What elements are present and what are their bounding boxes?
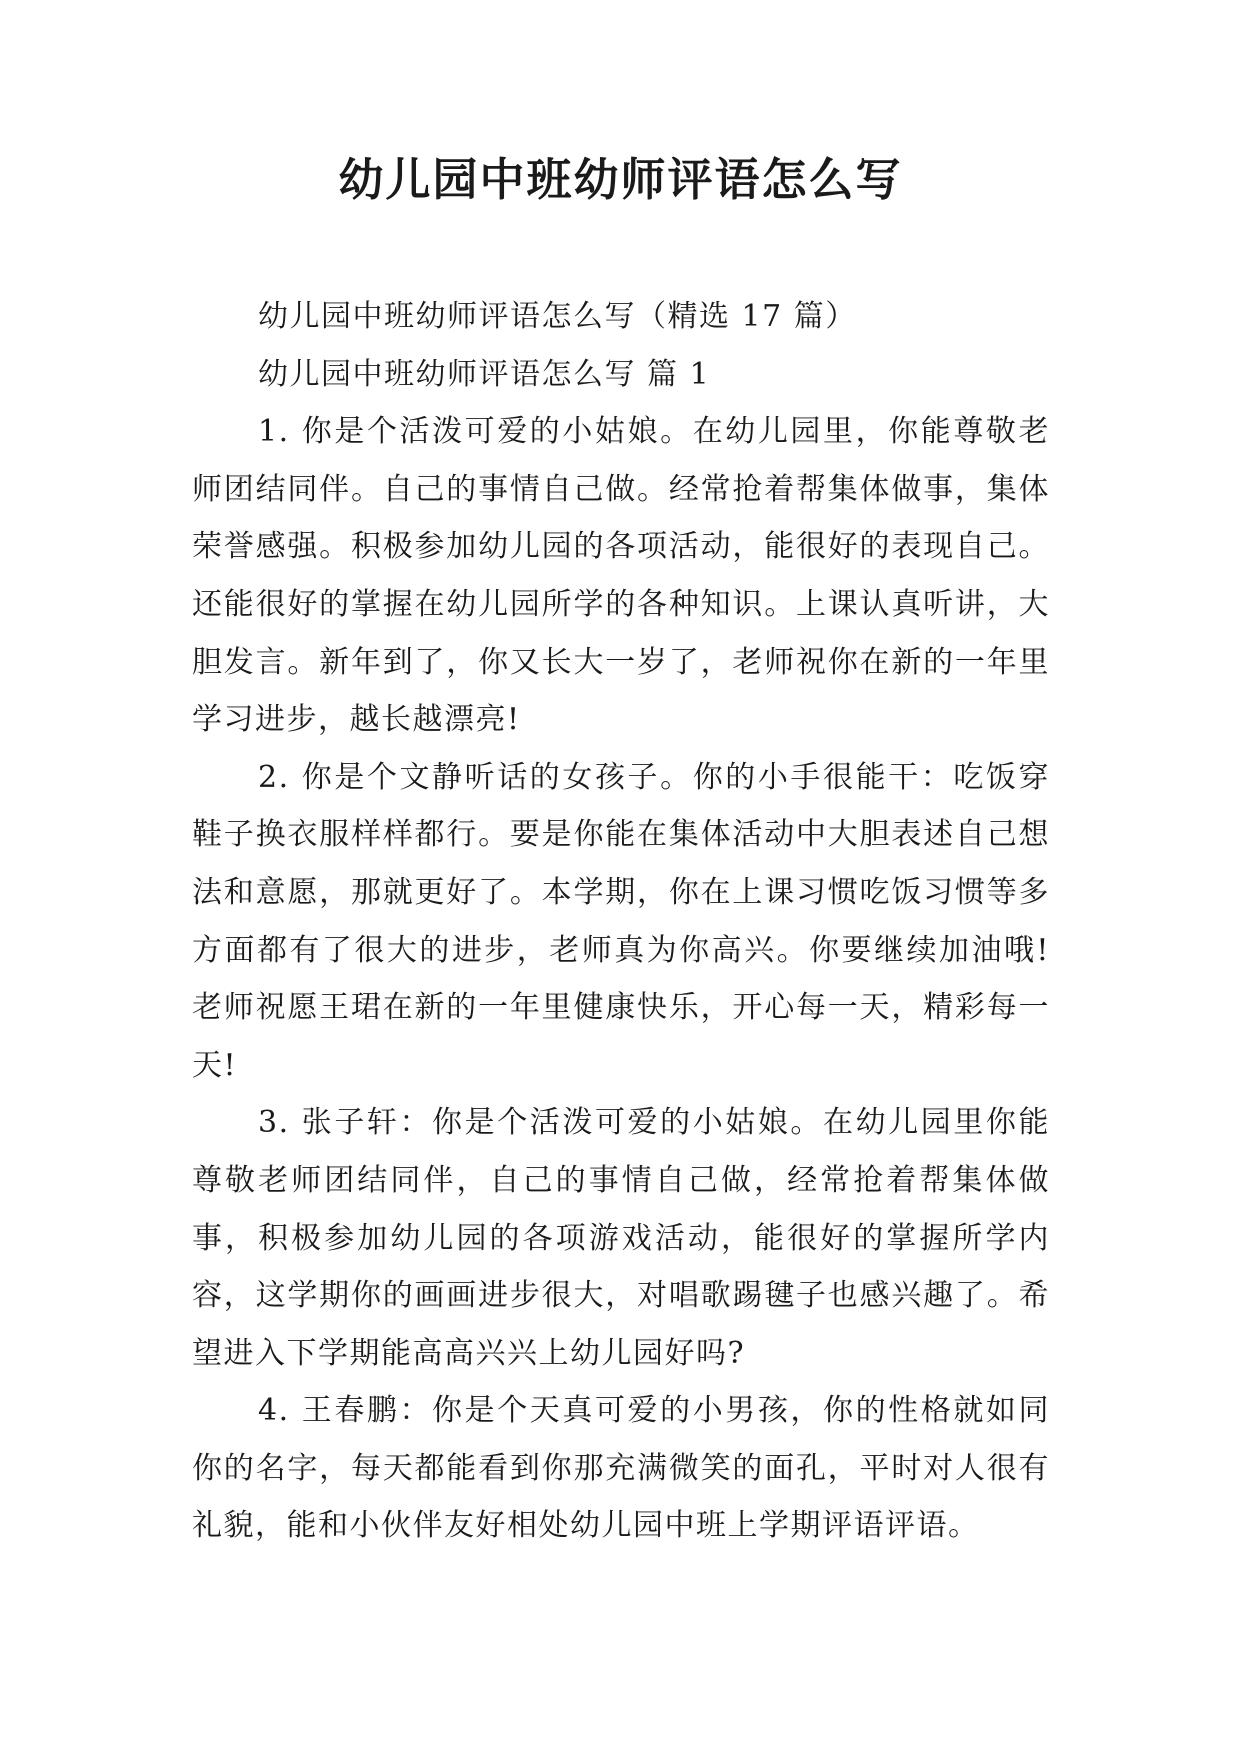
subtitle-paragraph: 幼儿园中班幼师评语怎么写（精选 17 篇） <box>258 299 857 334</box>
section-heading: 幼儿园中班幼师评语怎么写 篇 1 <box>258 356 711 392</box>
document-title: 幼儿园中班幼师评语怎么写 <box>338 153 903 206</box>
comment-paragraph-3: 3. 张子轩：你是个活泼可爱的小姑娘。在幼儿园里你能尊敬老师团结同伴，自己的事情自己做，经常抢着帮集体做事，积极参加幼儿园的各项游戏活动，能很好的掌握所学内容，这学期你的画画进步很大，对唱歌踢毽子也感兴趣了。希望进入下学期能高高兴兴上幼儿园好吗? <box>192 1105 1050 1371</box>
comment-paragraph-4: 4. 王春鹏：你是个天真可爱的小男孩，你的性格就如同你的名字，每天都能看到你那充满微笑的面孔，平时对人很有礼貌，能和小伙伴友好相处幼儿园中班上学期评语评语。 <box>192 1393 1050 1544</box>
document-body <box>192 288 1050 1555</box>
comment-paragraph-2: 2. 你是个文静听话的女孩子。你的小手很能干：吃饭穿鞋子换衣服样样都行。要是你能在集体活动中大胆表述自己想法和意愿，那就更好了。本学期，你在上课习惯吃饭习惯等多方面都有了很大的进步，老师真为你高兴。你要继续加油哦!老师祝愿王珺在新的一年里健康快乐，开心每一天，精彩每一天! <box>192 759 1050 1083</box>
comment-paragraph-1: 1. 你是个活泼可爱的小姑娘。在幼儿园里，你能尊敬老师团结同伴。自己的事情自己做。经常抢着帮集体做事，集体荣誉感强。积极参加幼儿园的各项活动，能很好的表现自己。还能很好的掌握在幼儿园所学的各种知识。上课认真听讲，大胆发言。新年到了，你又长大一岁了，老师祝你在新的一年里学习进步，越长越漂亮! <box>192 414 1050 738</box>
